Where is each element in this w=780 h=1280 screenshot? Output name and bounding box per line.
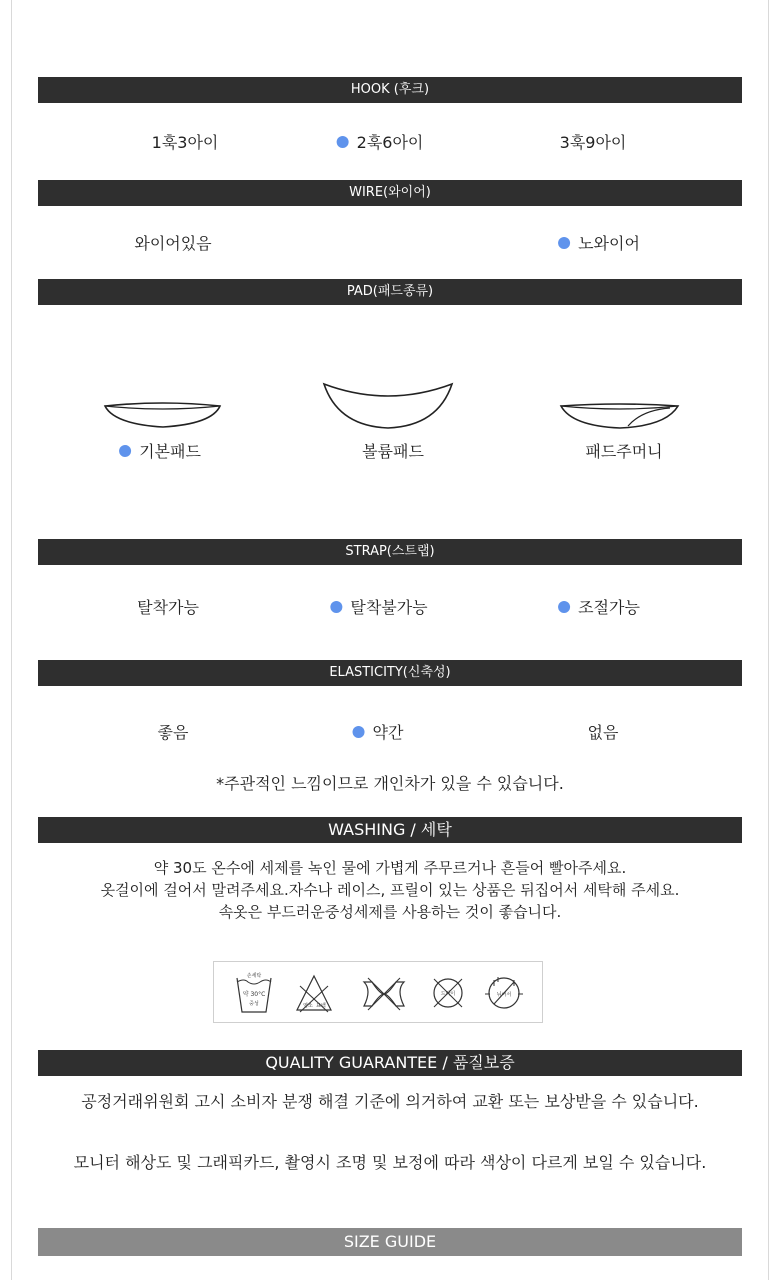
pad-option-3	[585, 439, 662, 462]
no-dry-clean-icon	[428, 972, 468, 1014]
selected-dot-icon	[337, 136, 349, 148]
elasticity-option-1-label: 좋음	[157, 723, 189, 742]
elasticity-option-2-label: 약간	[372, 723, 404, 742]
wire-option-1-label: 와이어있음	[134, 234, 212, 253]
strap-option-3-label: 조절가능	[578, 598, 640, 617]
pad-option-1-label: 기본패드	[139, 442, 201, 461]
elasticity-option-1	[158, 720, 189, 743]
strap-option-2	[330, 595, 427, 618]
pad-option-2	[362, 439, 424, 462]
no-bleach-icon	[294, 972, 334, 1014]
size-guide-header: SIZE GUIDE	[38, 1228, 742, 1256]
selected-dot-icon	[558, 601, 570, 613]
strap-option-3	[558, 595, 640, 618]
volume-pad-icon	[320, 380, 456, 432]
elasticity-note: *주관적인 느낌이므로 개인차가 있을 수 있습니다.	[216, 774, 564, 793]
hook-option-3-label: 3훅9아이	[559, 133, 627, 152]
hook-header: HOOK (후크)	[38, 77, 742, 103]
elasticity-header: ELASTICITY(신축성)	[38, 660, 742, 686]
hand-wash-temp: 약 30°C	[242, 991, 266, 998]
elasticity-option-3-label: 없음	[587, 723, 619, 742]
quality-header: QUALITY GUARANTEE / 품질보증	[38, 1050, 742, 1076]
washing-header: WASHING / 세탁	[38, 817, 742, 843]
hook-option-2	[337, 130, 424, 153]
wire-option-1	[134, 231, 211, 254]
pad-pocket-icon	[558, 400, 682, 432]
basic-pad-icon	[102, 398, 224, 432]
hook-option-1	[152, 130, 219, 153]
washing-line-3: 속옷은 부드러운중성세제를 사용하는 것이 좋습니다.	[218, 903, 562, 921]
hand-wash-label: 손세탁	[246, 973, 262, 979]
quality-line-1: 공정거래위원회 고시 소비자 분쟁 해결 기준에 의거하여 교환 또는 보상받을 수 있습니다.	[81, 1092, 699, 1111]
hook-option-3	[560, 130, 627, 153]
no-dry-clean-label: 드라이	[440, 991, 456, 997]
wire-option-2-label: 노와이어	[578, 234, 640, 253]
pad-option-3-label: 패드주머니	[585, 442, 663, 461]
pad-header: PAD(패드종류)	[38, 279, 742, 305]
selected-dot-icon	[353, 726, 365, 738]
wire-option-2	[558, 231, 640, 254]
no-bleach-label-2: 표백	[316, 1003, 326, 1009]
no-wring-icon	[360, 972, 408, 1014]
pad-option-2-label: 볼륨패드	[362, 442, 424, 461]
pad-option-1	[119, 439, 201, 462]
hand-wash-detergent: 중성	[249, 1001, 259, 1007]
elasticity-option-3	[588, 720, 619, 743]
care-symbols-box	[213, 961, 543, 1023]
selected-dot-icon	[119, 445, 131, 457]
frame-right-border	[768, 0, 769, 1280]
dry-flat-label: 뉘어서	[496, 992, 512, 998]
strap-option-1-label: 탈착가능	[137, 598, 199, 617]
hand-wash-icon	[234, 972, 274, 1014]
quality-line-2: 모니터 해상도 및 그래픽카드, 촬영시 조명 및 보정에 따라 색상이 다르게 보일 수 있습니다.	[73, 1153, 707, 1172]
elasticity-option-2	[353, 720, 404, 743]
strap-header: STRAP(스트랩)	[38, 539, 742, 565]
dry-flat-icon	[482, 972, 526, 1014]
no-bleach-label: 염소	[303, 1003, 313, 1009]
washing-line-1: 약 30도 온수에 세제를 녹인 물에 가볍게 주무르거나 흔들어 빨아주세요.	[153, 859, 627, 877]
hook-option-1-label: 1훅3아이	[151, 133, 219, 152]
frame-left-border	[11, 0, 12, 1280]
strap-option-1	[137, 595, 199, 618]
selected-dot-icon	[330, 601, 342, 613]
strap-option-2-label: 탈착불가능	[350, 598, 428, 617]
hook-option-2-label: 2훅6아이	[356, 133, 424, 152]
wire-header: WIRE(와이어)	[38, 180, 742, 206]
selected-dot-icon	[558, 237, 570, 249]
washing-line-2: 옷걸이에 걸어서 말려주세요.자수나 레이스, 프릴이 있는 상품은 뒤집어서 세탁해 주세요.	[100, 881, 680, 899]
